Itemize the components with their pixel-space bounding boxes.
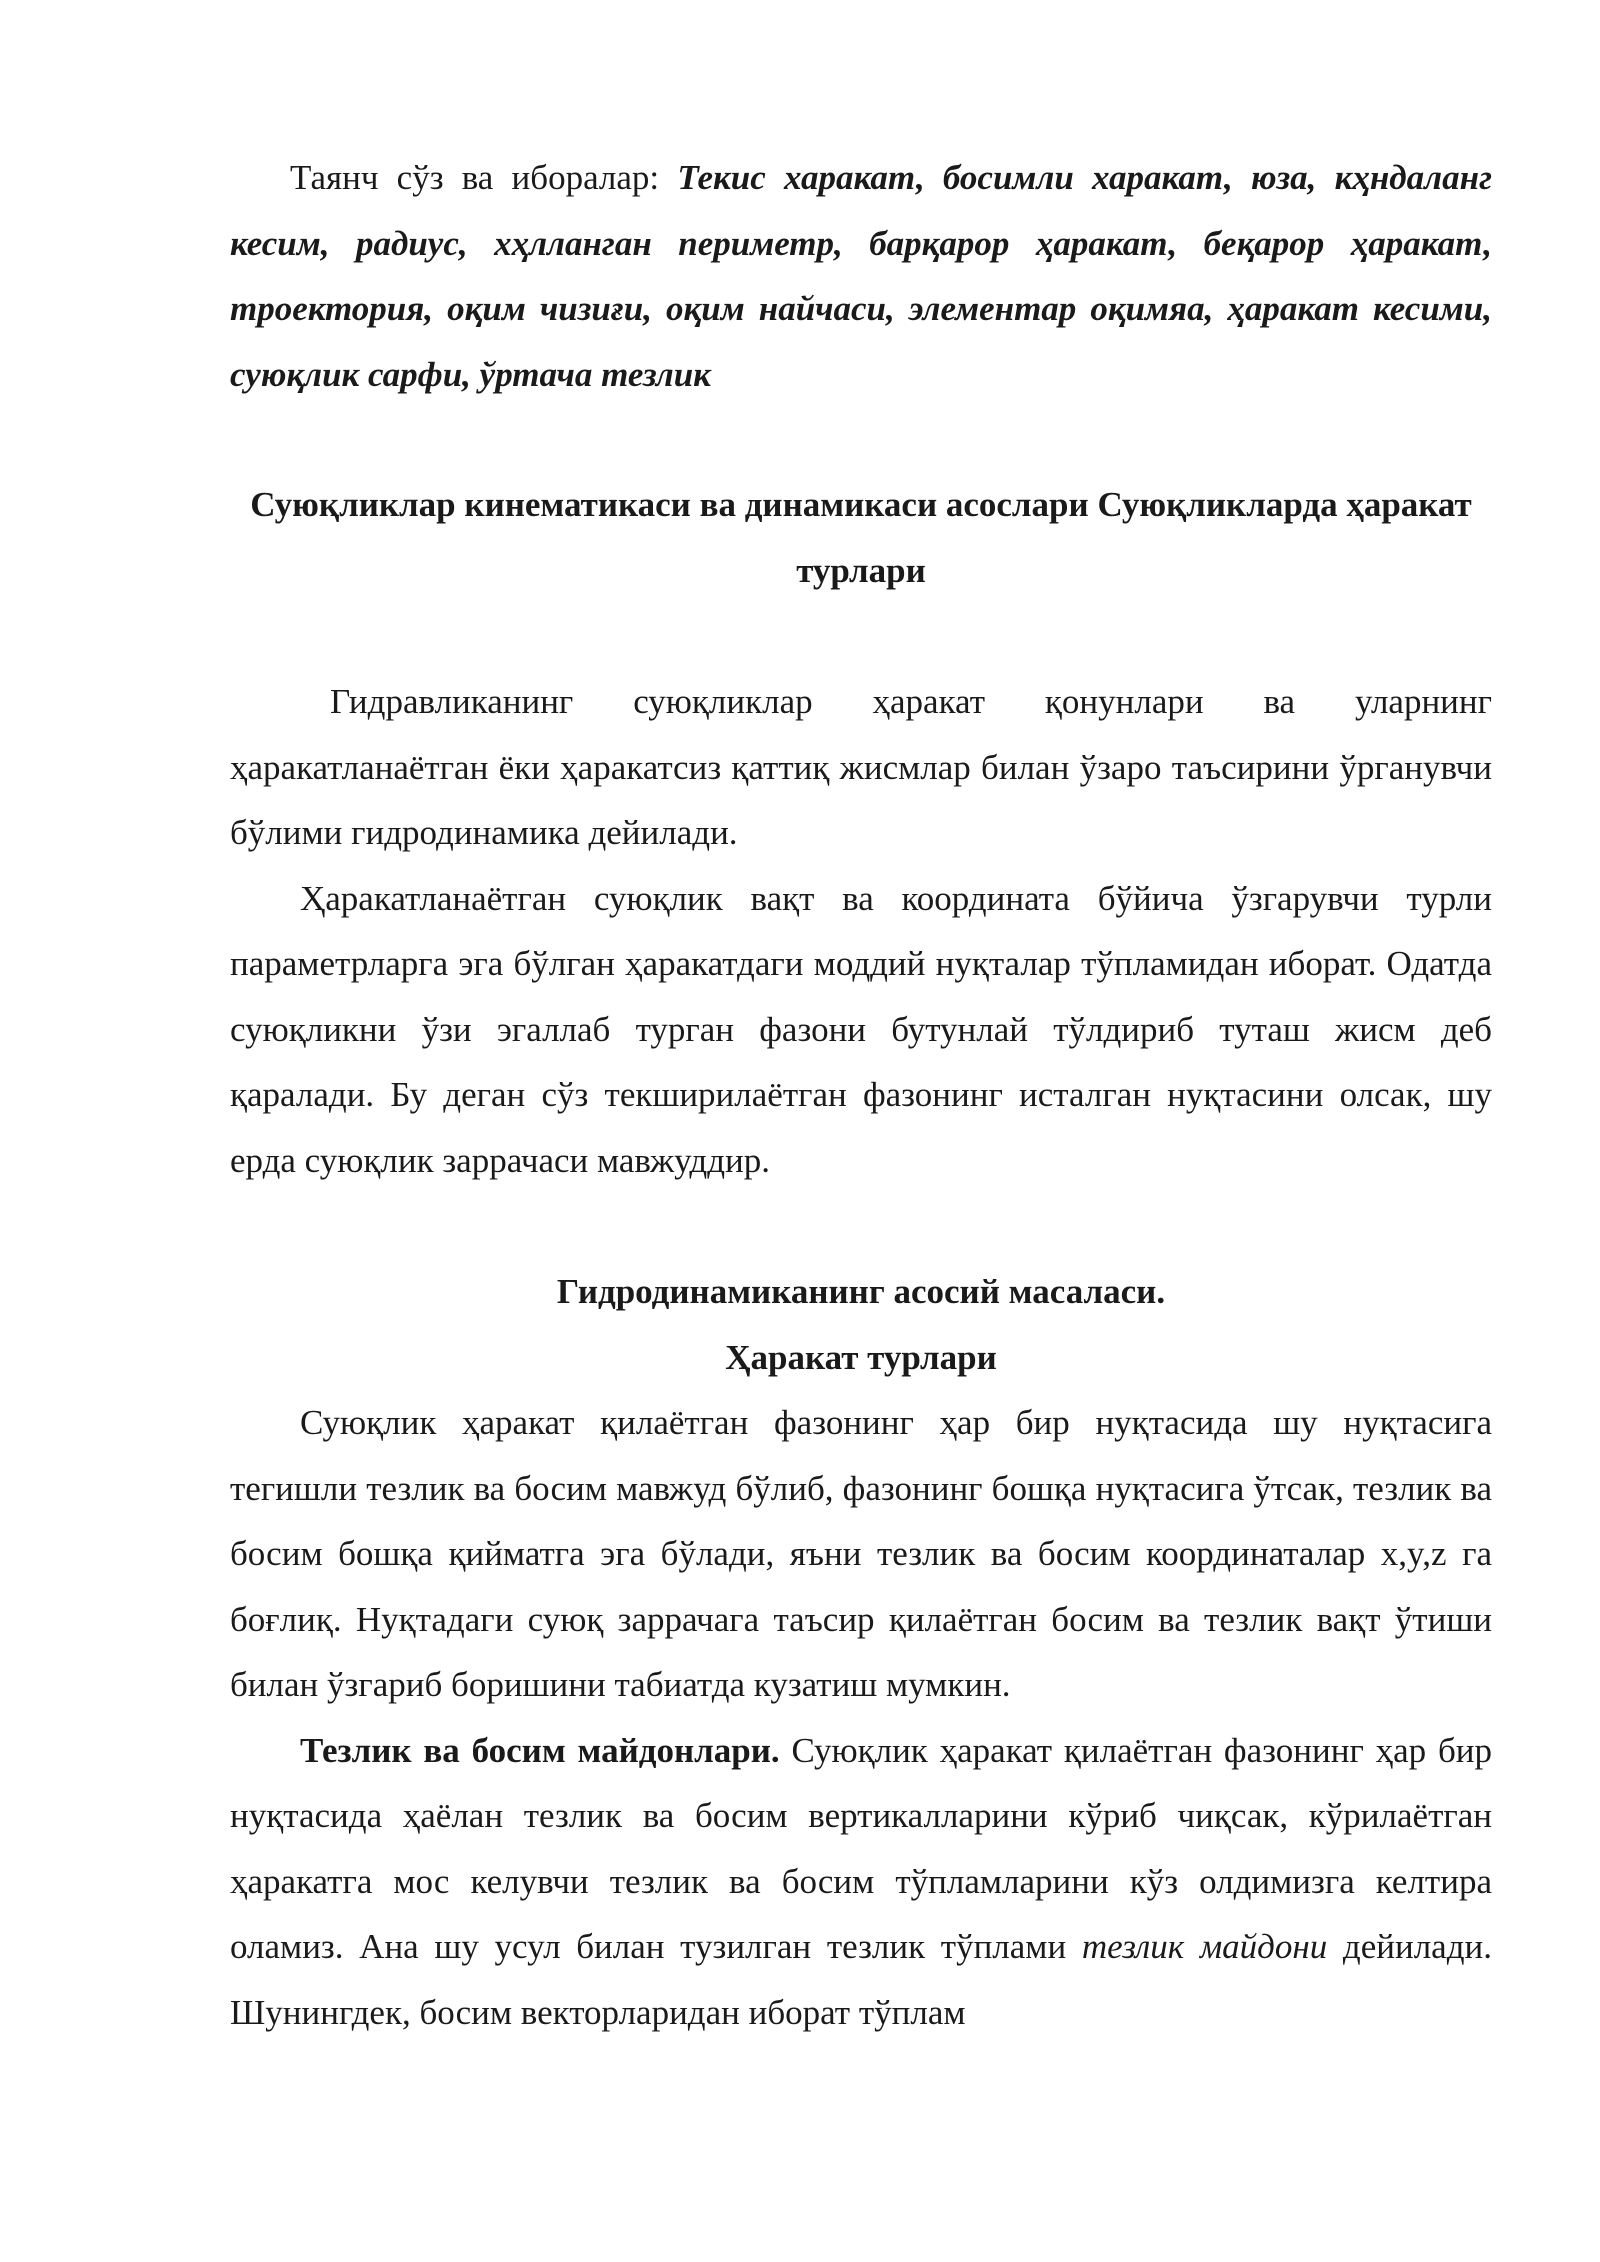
keywords-terms: Текис харакат, босимли харакат, юза, кҳндаланг кесим, радиус, хҳлланган периметр, барқарор ҳаракат, беқарор ҳаракат, троектория, оқим чизиғи, оқим найчаси, элементар оқимяа, ҳаракат кесими, суюқлик сарфи, ўртача тезлик — [230, 158, 1492, 394]
paragraph-text: дейилади. Шунингдек, босим векторларидан иборат тўплам — [230, 1927, 1493, 2032]
document-page — [230, 145, 1492, 2045]
section1-paragraph-2: Ҳаракатланаётган суюқлик вақт ва координата бўйича ўзгарувчи турли параметрларга эга бўлган ҳаракатдаги моддий нуқталар тўпламидан иборат. Одатда суюқликни ўзи эгаллаб турган фазони бутунлай тўлдириб туташ жисм деб қаралади. Бу деган сўз текширилаётган фазонинг исталган нуқтасини олсак, шу ерда суюқлик заррачаси мавжуддир. — [230, 878, 1492, 1180]
section1-heading: Суюқликлар кинематикаси ва динамикаси асослари Суюқликларда ҳаракат турлари — [250, 485, 1472, 590]
section2-heading-line1: Гидродинамиканинг асосий масаласи. — [556, 1272, 1166, 1311]
spacer — [230, 1193, 1492, 1259]
keywords-label: Таянч сўз ва иборалар: — [290, 158, 678, 197]
velocity-field-term: тезлик майдони — [1081, 1927, 1328, 1966]
paragraph-text: Суюқлик ҳаракат қилаётган фазонинг ҳар бир нуқтасида ҳаёлан тезлик ва босим вертикалларини кўриб чиқсак, кўрилаётган ҳаракатга мос келувчи тезлик ва босим тўпламларини кўз олдимизга келтира оламиз. Ана шу усул билан тузилган тезлик тўплами — [230, 1730, 1493, 1966]
section2-heading-line2: Ҳаракат турлари — [725, 1337, 997, 1377]
spacer — [230, 407, 1492, 472]
spacer — [230, 603, 1492, 669]
section1-paragraph-1: Гидравликанинг суюқликлар ҳаракат қонунлари ва уларнинг ҳаракатланаётган ёки ҳаракатсиз қаттиқ жисмлар билан ўзаро таъсирини ўрганувчи бўлими гидродинамика дейилади. — [230, 682, 1492, 852]
keywords-paragraph — [230, 145, 1492, 407]
velocity-pressure-fields-term: Тезлик ва босим майдонлари. — [300, 1730, 780, 1770]
section2-paragraph-1: Суюқлик ҳаракат қилаётган фазонинг ҳар бир нуқтасида шу нуқтасига тегишли тезлик ва босим мавжуд бўлиб, фазонинг бошқа нуқтасига ўтсак, тезлик ва босим бошқа қийматга эга бўлади, яъни тезлик ва босим координаталар x,y,z га боғлиқ. Нуқтадаги суюқ заррачага таъсир қилаётган босим ва тезлик вақт ўтиши билан ўзгариб боришини табиатда кузатиш мумкин. — [230, 1403, 1492, 1704]
section2-paragraph-2 — [230, 1718, 1492, 2046]
